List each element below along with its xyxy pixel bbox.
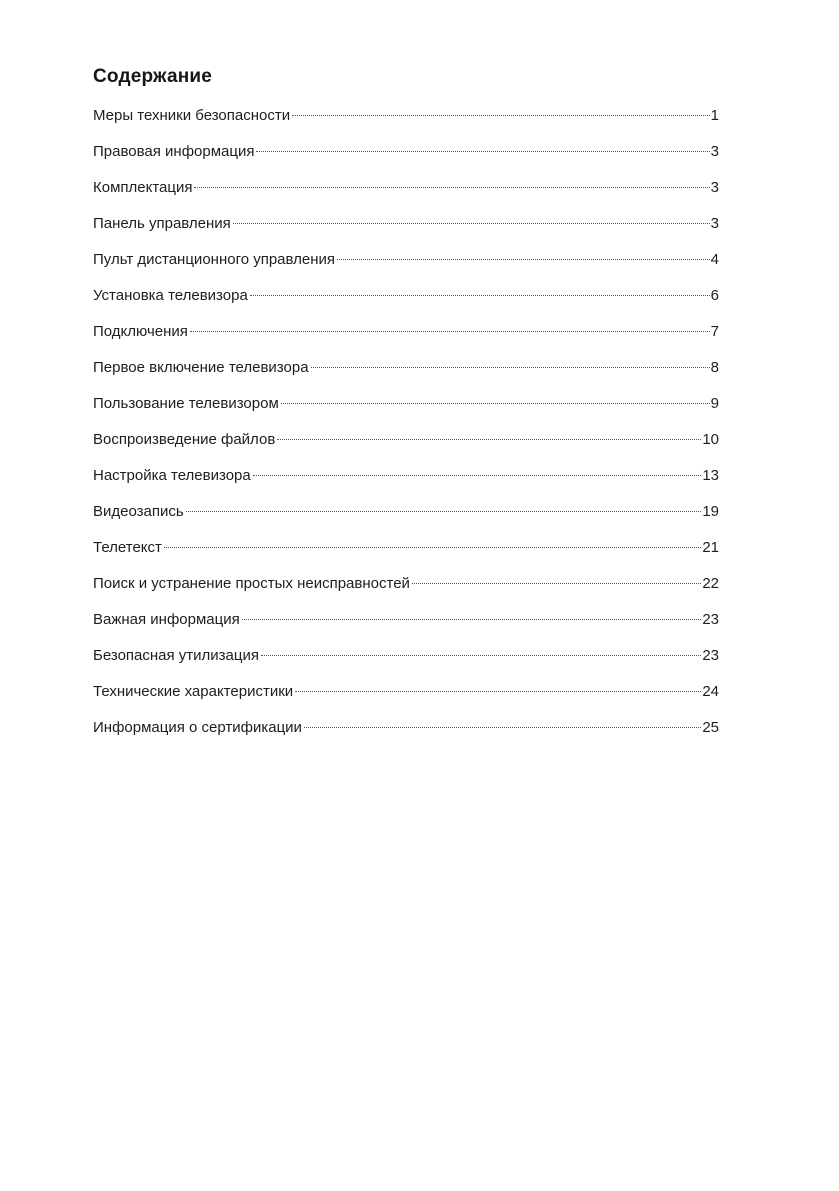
toc-title: Содержание [93, 66, 213, 87]
toc-entry-label: Телетекст [93, 539, 162, 556]
toc-entry[interactable] [93, 608, 719, 644]
toc-leader-dots [194, 187, 709, 188]
toc-entry-page: 23 [702, 647, 719, 664]
toc-leader-dots [311, 367, 710, 368]
toc-entry-page: 3 [710, 143, 719, 160]
toc-leader-dots [242, 619, 702, 620]
toc-entry-label: Безопасная утилизация [93, 647, 259, 664]
toc-entry-page: 22 [702, 575, 719, 592]
toc-leader-dots [253, 475, 702, 476]
toc-entry-page: 23 [702, 611, 719, 628]
toc-leader-dots [412, 583, 701, 584]
toc-entry[interactable] [93, 248, 719, 284]
toc-entry-label: Пользование телевизором [93, 395, 279, 412]
toc-leader-dots [164, 547, 701, 548]
toc-entry[interactable] [93, 140, 719, 176]
toc-entry[interactable] [93, 320, 719, 356]
toc-leader-dots [186, 511, 702, 512]
toc-leader-dots [250, 295, 710, 296]
toc-entry-label: Панель управления [93, 215, 231, 232]
toc-leader-dots [261, 655, 701, 656]
toc-entry[interactable] [93, 644, 719, 680]
toc-entry-page: 8 [710, 359, 719, 376]
toc-entry-label: Информация о сертификации [93, 719, 302, 736]
toc-entry-label: Пульт дистанционного управления [93, 251, 336, 268]
toc-entry[interactable] [93, 716, 719, 752]
toc-entry-page: 10 [702, 431, 719, 448]
toc-entry-label: Установка телевизора [93, 287, 248, 304]
toc-entry-page: 3 [710, 179, 719, 196]
toc-entry-label: Правовая информация [93, 143, 255, 160]
toc-entry-page: 21 [702, 539, 719, 556]
toc-entry-label: Подключения [93, 323, 188, 340]
toc-leader-dots [295, 691, 701, 692]
toc-leader-dots [233, 223, 710, 224]
toc-entry-page: 6 [710, 287, 719, 304]
toc-entry-page: 24 [702, 683, 719, 700]
toc-entry[interactable] [93, 392, 719, 428]
toc-entry[interactable] [93, 212, 719, 248]
toc-entry[interactable] [93, 356, 719, 392]
toc-entry[interactable] [93, 464, 719, 500]
toc-entry-page: 1 [710, 107, 719, 124]
toc-leader-dots [292, 115, 710, 116]
toc-entry[interactable] [93, 428, 719, 464]
toc-entry-page: 25 [702, 719, 719, 736]
table-of-contents [93, 104, 719, 752]
toc-entry-page: 7 [710, 323, 719, 340]
toc-entry-label: Видеозапись [93, 503, 184, 520]
toc-entry[interactable] [93, 284, 719, 320]
toc-entry[interactable] [93, 104, 719, 140]
toc-entry-label: Воспроизведение файлов [93, 431, 276, 448]
toc-entry-label: Первое включение телевизора [93, 359, 309, 376]
toc-entry-page: 19 [702, 503, 719, 520]
toc-entry-page: 4 [710, 251, 719, 268]
toc-entry-label: Комплектация [93, 179, 193, 196]
toc-leader-dots [190, 331, 710, 332]
toc-entry-page: 3 [710, 215, 719, 232]
toc-entry[interactable] [93, 500, 719, 536]
toc-entry-label: Поиск и устранение простых неисправностей [93, 575, 410, 592]
toc-entry[interactable] [93, 572, 719, 608]
toc-leader-dots [277, 439, 701, 440]
toc-leader-dots [337, 259, 710, 260]
toc-entry-label: Важная информация [93, 611, 240, 628]
toc-entry[interactable] [93, 536, 719, 572]
toc-entry[interactable] [93, 680, 719, 716]
toc-leader-dots [304, 727, 701, 728]
toc-entry-page: 13 [702, 467, 719, 484]
toc-entry-label: Настройка телевизора [93, 467, 251, 484]
toc-leader-dots [281, 403, 710, 404]
toc-entry-label: Технические характеристики [93, 683, 294, 700]
toc-entry-label: Меры техники безопасности [93, 107, 291, 124]
toc-leader-dots [256, 151, 709, 152]
toc-entry[interactable] [93, 176, 719, 212]
toc-entry-page: 9 [710, 395, 719, 412]
